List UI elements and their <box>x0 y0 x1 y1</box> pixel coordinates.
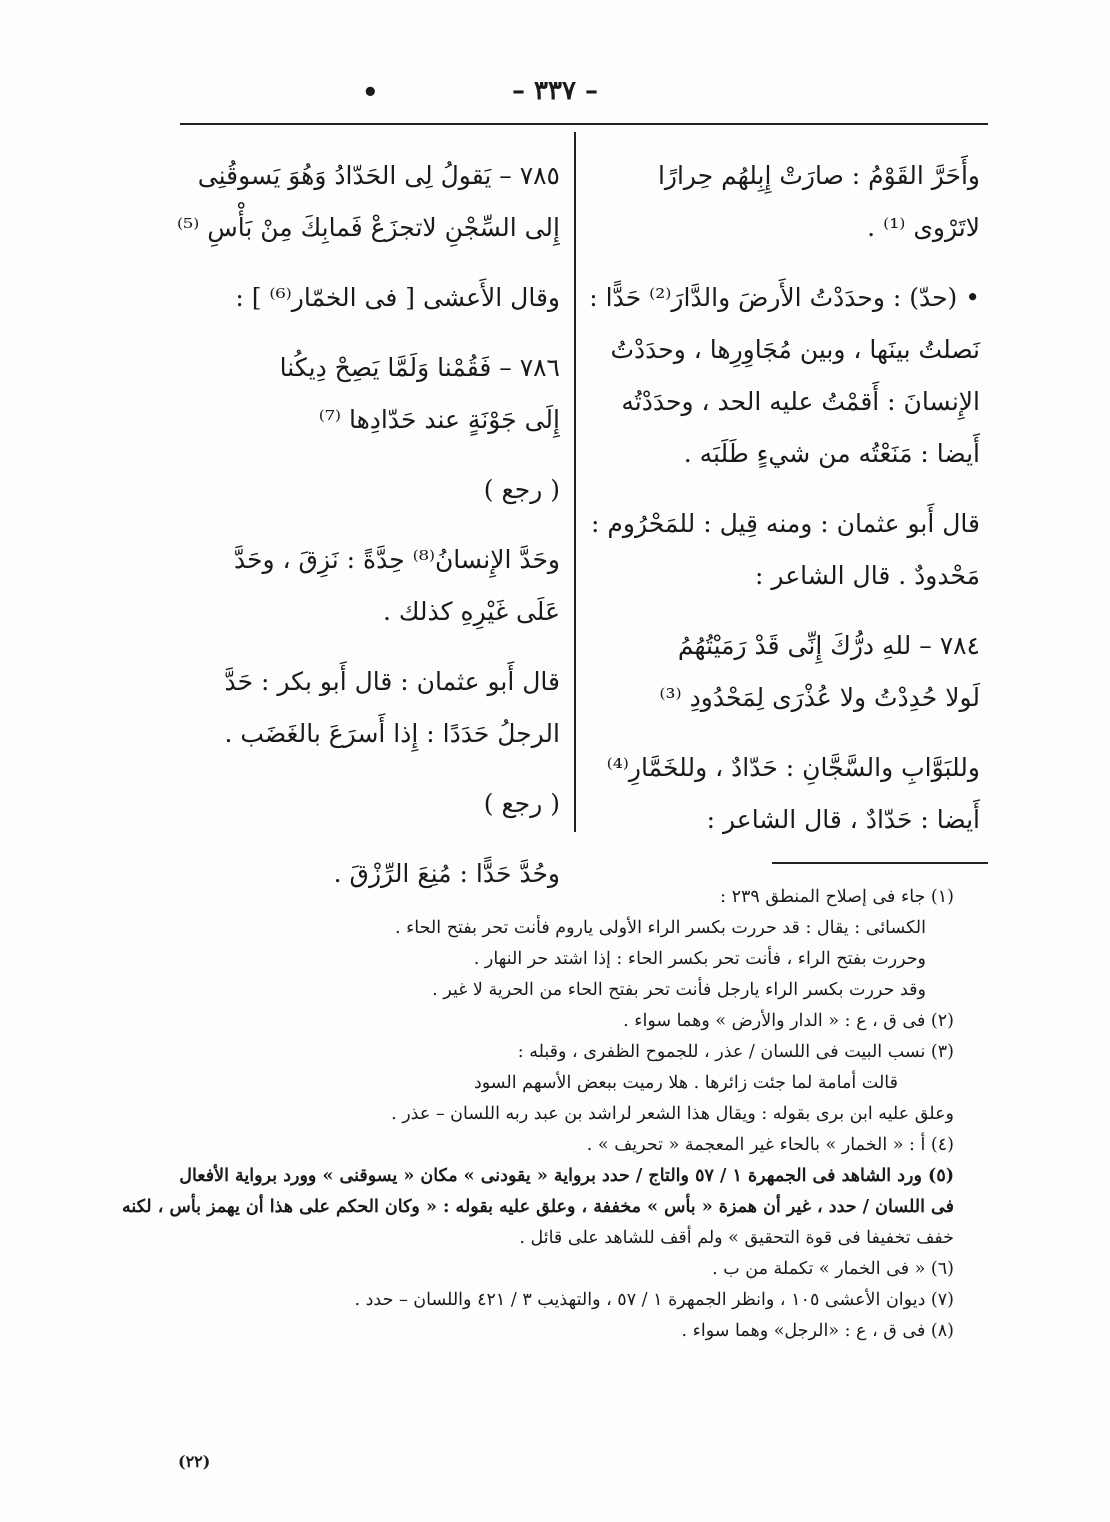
text-line: ( رجع ) <box>483 789 560 818</box>
text-line: لَولا حُدِدْتُ ولا عُذْرَى لِمَحْدُودِ ⁽³⁾ <box>659 683 980 712</box>
text-line: أَيضا : مَنَعْتُه من شيءٍ طَلَبَه . <box>683 439 980 468</box>
paragraph-gap <box>160 760 560 778</box>
text-line: أَيضا : حَدّادٌ ، قال الشاعر : <box>706 805 980 834</box>
footnotes <box>121 882 954 1347</box>
footnote-line: خفف تخفيفا فى قوة التحقيق » ولم أقف للشاهد على قائل . <box>519 1228 954 1248</box>
footnote-rule <box>772 862 988 864</box>
paragraph-gap <box>160 516 560 534</box>
footnote-line: (٥) ورد الشاهد فى الجمهرة ١ / ٥٧ والتاج / حدد برواية « يقودنى » مكان « يسوقنى » وورد برواية الأفعال <box>179 1166 954 1186</box>
text-line: وأَحَرَّ القَوْمُ : صارَتْ إِبِلهُم حِرارًا <box>657 161 980 190</box>
text-line: ( رجع ) <box>483 475 560 504</box>
text-line: نَصلتُ بينَها ، وبين مُجَاوِرِها ، وحدَدْتُ <box>610 335 980 364</box>
footnote-line: (٨) فى ق ، ع : «الرجل» وهما سواء . <box>681 1321 954 1341</box>
text-line: ٧٨٤ – للهِ درُّكَ إِنِّى قَدْ رَمَيْتُهُمُ <box>677 631 980 660</box>
text-line: لاتَرْوى ⁽¹⁾ . <box>867 213 980 242</box>
footnote-line: (٦) « فى الخمار » تكملة من ب . <box>712 1259 954 1279</box>
text-line: وحَدَّ الإِنسانُ⁽⁸⁾ حِدَّةً : نَزِقَ ، وحَدَّ <box>233 545 560 574</box>
page-number: – ٣٣٧ – <box>511 76 599 106</box>
footnote-line: وقد حررت بكسر الراء يارجل فأنت تحر بفتح الحاء من الحرية لا غير . <box>432 980 926 1000</box>
paragraph-gap <box>160 446 560 464</box>
footnote-line: الكسائى : يقال : قد حررت بكسر الراء الأولى ياروم فأنت تحر بفتح الحاء . <box>394 918 926 938</box>
footnote-line: وحررت بفتح الراء ، فأنت تحر بكسر الحاء : إذا اشتد حر النهار . <box>473 949 926 969</box>
header-rule <box>180 123 988 125</box>
footnote-line: قالت أمامة لما جئت زائرها . هلا رميت ببعض الأسهم السود <box>473 1073 898 1093</box>
text-line: الإِنسانَ : أَقمْتُ عليه الحد ، وحدَدْتُه <box>621 387 980 416</box>
paragraph-gap <box>596 724 980 742</box>
footnote-line: فى اللسان / حدد ، غير أن همزة « بأس » مخففة ، وعلق عليه بقوله : « وكان الحكم على هذا أن يهمز بأس ، لكنه <box>121 1197 954 1217</box>
signature-mark: (٢٢) <box>178 1452 211 1471</box>
text-line: إِلى السِّجْنِ لاتجزَعْ فَمابِكَ مِنْ بَأْسِ ⁽⁵⁾ <box>176 213 560 242</box>
column-separator <box>574 132 576 832</box>
footnote-line: (٤) أ : « الخمار » بالحاء غير المعجمة « تحريف » . <box>586 1135 954 1155</box>
text-line: قال أَبو عثمان : ومنه قِيل : للمَحْرُوم : <box>591 509 980 538</box>
text-line: عَلَى غَيْرِهِ كذلك . <box>382 597 560 626</box>
text-line: وللبَوَّابِ والسَّجَّانِ : حَدّادٌ ، وللخَمَّارِ⁽⁴⁾ <box>606 753 980 782</box>
right-column <box>589 150 980 846</box>
footnote-line: (٢) فى ق ، ع : « الدار والأرض » وهما سواء . <box>623 1011 954 1031</box>
paragraph-gap <box>160 830 560 848</box>
footnote-line: (٣) نسب البيت فى اللسان / عذر ، للجموح الظفرى ، وقبله : <box>517 1042 954 1062</box>
paragraph-gap <box>596 254 980 272</box>
paragraph-gap <box>596 480 980 498</box>
text-line: قال أَبو عثمان : قال أَبو بكر : حَدَّ <box>224 667 560 696</box>
paragraph-gap <box>160 254 560 272</box>
footnote-line: وعلق عليه ابن برى بقوله : ويقال هذا الشعر لراشد بن عبد ربه اللسان – عذر . <box>391 1104 954 1124</box>
text-line: ٧٨٥ – يَقولُ لِى الحَدّادُ وَهُوَ يَسوقُنِى <box>197 161 560 190</box>
paragraph-gap <box>160 324 560 342</box>
paragraph-gap <box>596 602 980 620</box>
text-line: ٧٨٦ – فَقُمْنا وَلَمَّا يَصِحْ دِيكُنا <box>279 353 560 382</box>
text-line: الرجلُ حَدَدًا : إِذا أَسرَعَ بالغَضَب . <box>224 719 560 748</box>
footnote-line: (٧) ديوان الأعشى ١٠٥ ، وانظر الجمهرة ١ / ٥٧ ، والتهذيب ٣ / ٤٢١ واللسان – حدد . <box>354 1290 954 1310</box>
paragraph-gap <box>160 638 560 656</box>
text-line: مَحْدودٌ . قال الشاعر : <box>755 561 980 590</box>
footnote-line: (١) جاء فى إصلاح المنطق ٢٣٩ : <box>720 887 954 907</box>
text-line: وقال الأَعشى [ فى الخمّار⁽⁶⁾ ] : <box>235 283 560 312</box>
text-line: • (حدّ) : وحدَدْتُ الأَرضَ والدَّارَ⁽²⁾ حَدًّا : <box>589 283 980 312</box>
text-line: إِلَى جَوْنَةٍ عند حَدّادِها ⁽⁷⁾ <box>318 405 560 434</box>
left-column <box>160 150 560 900</box>
text-line: وحُدَّ حَدًّا : مُنِعَ الرِّزْقَ . <box>333 859 560 888</box>
ornament-dot: • <box>362 78 379 108</box>
